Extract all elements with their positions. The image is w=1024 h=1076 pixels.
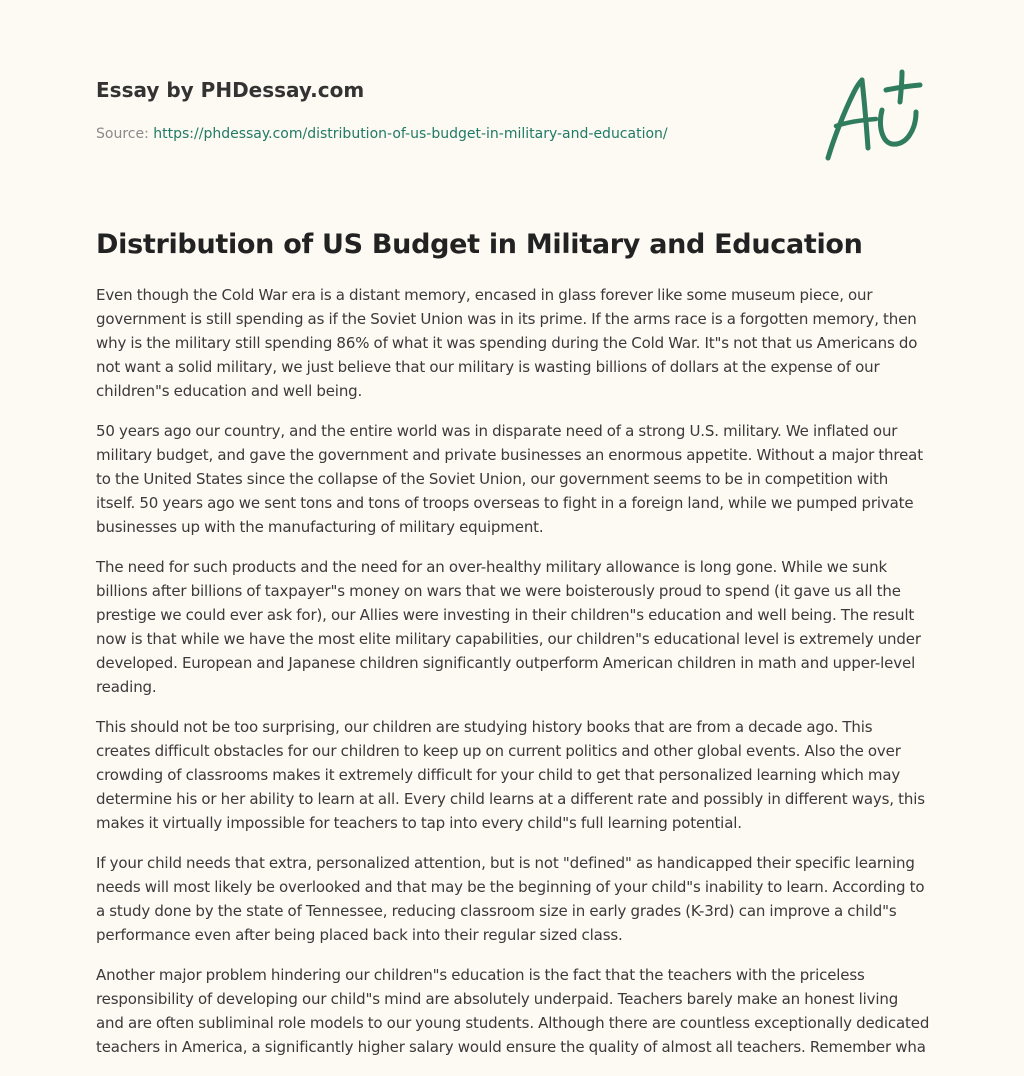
- essay-paragraph: Even though the Cold War era is a distant memory, encased in glass forever like some museum piece, our government is still spending as if the Soviet Union was in its prime. If the arms race is a forgotten memory, then why is the military still spending 86% of what it was spending during the Cold War. It"s not that us Americans do not want a solid military, we just believe that our military is wasting billions of dollars at the expense of our children"s education and well being.: [96, 286, 918, 400]
- essay-article: [96, 226, 930, 1075]
- essay-paragraph: 50 years ago our country, and the entire world was in disparate need of a strong U.S. military. We inflated our military budget, and gave the government and private businesses an enormous appetite. Without a major threat to the United States since the collapse of the Soviet Union, our government seems to be in competition with itself. 50 years ago we sent tons and tons of troops overseas to fight in a foreign land, while we pumped private businesses up with the manufacturing of military equipment.: [96, 422, 923, 536]
- essay-header: [96, 76, 796, 144]
- site-title: Essay by PHDessay.com: [96, 78, 365, 102]
- source-line: [96, 124, 796, 144]
- source-link[interactable]: https://phdessay.com/distribution-of-us-budget-in-military-and-education/: [153, 126, 668, 142]
- essay-paragraph: If your child needs that extra, personalized attention, but is not "defined" as handicapped their specific learning needs will most likely be overlooked and that may be the beginning of your child"s inability to learn. According to a study done by the state of Tennessee, reducing classroom size in early grades (K-3rd) can improve a child"s performance even after being placed back into their regular sized class.: [96, 854, 925, 944]
- source-label: Source:: [96, 126, 149, 142]
- essay-paragraph: This should not be too surprising, our children are studying history books that are from a decade ago. This creates difficult obstacles for our children to keep up on current politics and other global events. Also the over crowding of classrooms makes it extremely difficult for your child to get that personalized learning which may determine his or her ability to learn at all. Every child learns at a different rate and possibly in different ways, this makes it virtually impossible for teachers to tap into every child"s full learning potential.: [96, 718, 925, 832]
- essay-paragraph: The need for such products and the need for an over-healthy military allowance is long gone. While we sunk billions after billions of taxpayer"s money on wars that we were boisterously proud to spend (it gave us all the prestige we could ever ask for), our Allies were investing in their children"s education and well being. The result now is that while we have the most elite military capabilities, our children"s educational level is extremely under developed. European and Japanese children significantly outperform American children in math and upper-level reading.: [96, 558, 921, 696]
- a-plus-logo-icon: [820, 68, 930, 164]
- essay-paragraph: Another major problem hindering our children"s education is the fact that the teachers with the priceless responsibility of developing our child"s mind are absolutely underpaid. Teachers barely make an honest living and are often subliminal role models to our young students. Although there are countless exceptionally dedicated teachers in America, a significantly higher salary would ensure the quality of almost all teachers. Remember wha: [96, 966, 930, 1056]
- essay-title: Distribution of US Budget in Military and Education: [96, 229, 863, 260]
